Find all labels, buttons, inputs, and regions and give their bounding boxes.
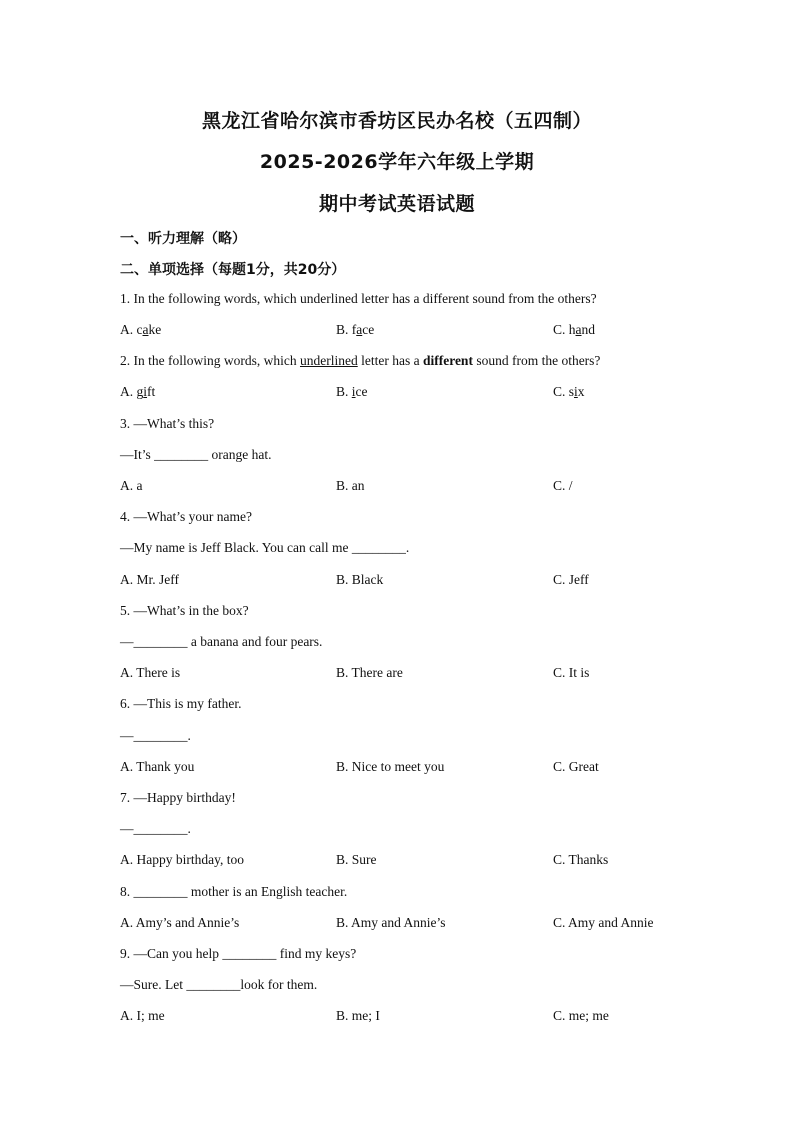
question-4-option-a: A. Mr. Jeff bbox=[120, 572, 179, 587]
question-3-option-a: A. a bbox=[120, 478, 143, 493]
question-6-option-c: C. Great bbox=[553, 759, 599, 774]
question-8-option-a: A. Amy’s and Annie’s bbox=[120, 915, 240, 930]
question-5-option-b: B. There are bbox=[336, 665, 403, 680]
question-3-option-c: C. / bbox=[553, 478, 573, 493]
question-7-option-c: C. Thanks bbox=[553, 852, 609, 867]
question-7-option-a: A. Happy birthday, too bbox=[120, 852, 244, 867]
question-6-line1: 6. —This is my father. bbox=[120, 696, 242, 711]
question-2-option-c: C. six bbox=[553, 384, 585, 399]
question-8-option-b: B. Amy and Annie’s bbox=[336, 915, 446, 930]
question-1-option-c: C. hand bbox=[553, 322, 596, 337]
question-9-option-b: B. me; I bbox=[336, 1008, 380, 1023]
question-9-line2: —Sure. Let ________look for them. bbox=[120, 977, 318, 992]
question-4-option-c: C. Jeff bbox=[553, 572, 589, 587]
question-3-option-b: B. an bbox=[336, 478, 365, 493]
question-4-line1: 4. —What’s your name? bbox=[120, 509, 252, 524]
section-listening: 一、听力理解（略） bbox=[120, 231, 246, 247]
question-5-line1: 5. —What’s in the box? bbox=[120, 603, 249, 618]
question-4-line2: —My name is Jeff Black. You can call me ________. bbox=[120, 540, 410, 555]
question-1-option-b: B. face bbox=[336, 322, 375, 337]
question-9-option-a: A. I; me bbox=[120, 1008, 165, 1023]
question-6-line2: —________. bbox=[120, 728, 191, 743]
question-1-stem: 1. In the following words, which underlined letter has a different sound from the others? bbox=[120, 291, 597, 306]
question-2-option-b: B. ice bbox=[336, 384, 368, 399]
question-3-line2: —It’s ________ orange hat. bbox=[120, 447, 272, 462]
question-3-line1: 3. —What’s this? bbox=[120, 416, 215, 431]
question-4-option-b: B. Black bbox=[336, 572, 384, 587]
question-6-option-b: B. Nice to meet you bbox=[336, 759, 445, 774]
question-8-line1: 8. ________ mother is an English teacher. bbox=[120, 884, 348, 899]
question-7-option-b: B. Sure bbox=[336, 852, 377, 867]
exam-title-line3: 期中考试英语试题 bbox=[318, 193, 475, 215]
question-5-option-c: C. It is bbox=[553, 665, 590, 680]
question-7-line2: —________. bbox=[120, 821, 191, 836]
question-7-line1: 7. —Happy birthday! bbox=[120, 790, 236, 805]
question-8-option-c: C. Amy and Annie bbox=[553, 915, 654, 930]
exam-title-line2: 2025-2026学年六年级上学期 bbox=[259, 151, 535, 173]
question-1-option-a: A. cake bbox=[120, 322, 162, 337]
question-5-line2: —________ a banana and four pears. bbox=[120, 634, 323, 649]
question-2-option-a: A. gift bbox=[120, 384, 156, 399]
question-2-stem: 2. In the following words, which underlined letter has a different sound from the others? bbox=[120, 353, 601, 368]
question-5-option-a: A. There is bbox=[120, 665, 181, 680]
question-9-line1: 9. —Can you help ________ find my keys? bbox=[120, 946, 357, 961]
question-6-option-a: A. Thank you bbox=[120, 759, 195, 774]
question-9-option-c: C. me; me bbox=[553, 1008, 609, 1023]
exam-title-line1: 黑龙江省哈尔滨市香坊区民办名校（五四制） bbox=[201, 110, 592, 132]
section-single-choice: 二、单项选择（每题1分，共20分） bbox=[120, 262, 346, 278]
